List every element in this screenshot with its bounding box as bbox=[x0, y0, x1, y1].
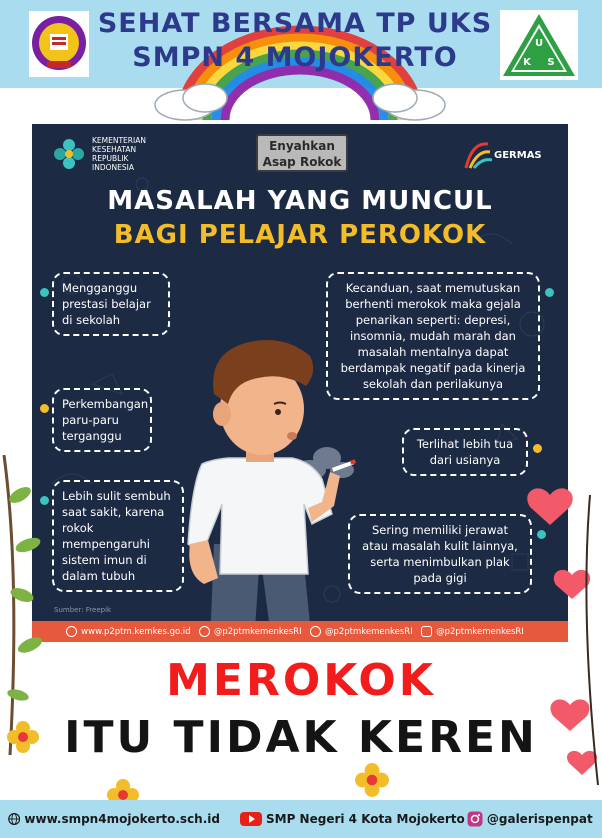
bullet-dot bbox=[545, 288, 554, 297]
point-text: Mengganggu prestasi belajar di sekolah bbox=[62, 281, 151, 327]
website-link[interactable] bbox=[66, 626, 190, 637]
facebook-link-text: @p2ptmkemenkesRI bbox=[213, 626, 302, 637]
point-box-right-1 bbox=[326, 272, 540, 400]
uks-letter-u: U bbox=[534, 38, 544, 49]
school-crest-icon bbox=[28, 10, 90, 78]
youtube-channel-link[interactable] bbox=[240, 811, 467, 827]
instagram-icon bbox=[467, 811, 483, 827]
website-link-text: www.p2ptm.kemkes.go.id bbox=[81, 626, 191, 637]
point-box-left-1 bbox=[52, 272, 170, 336]
infographic-title-line1: MASALAH YANG MUNCUL bbox=[107, 186, 493, 216]
point-text: Perkembangan paru-paru terganggu bbox=[62, 397, 149, 443]
youtube-icon bbox=[240, 811, 262, 827]
point-box-right-3 bbox=[348, 514, 532, 594]
campaign-badge-line2: Asap Rokok bbox=[262, 155, 342, 169]
bullet-dot bbox=[533, 444, 542, 453]
uks-triangle-icon bbox=[500, 10, 578, 80]
point-text: Terlihat lebih tua dari usianya bbox=[416, 437, 514, 467]
leaf-branch-icon bbox=[0, 455, 70, 755]
header-title-line1: SEHAT BERSAMA TP UKS bbox=[97, 8, 493, 39]
youtube-channel-text: SMP Negeri 4 Kota Mojokerto bbox=[266, 812, 465, 826]
bullet-dot bbox=[40, 404, 49, 413]
header-title-line2: SMPN 4 MOJOKERTO bbox=[132, 42, 458, 73]
kemenkes-logo bbox=[52, 136, 162, 172]
point-box-left-2 bbox=[52, 388, 152, 452]
instagram-icon bbox=[421, 626, 432, 637]
kemenkes-logo-icon bbox=[52, 137, 86, 171]
germas-logo-icon bbox=[462, 138, 542, 172]
uks-letter-k: K bbox=[523, 57, 531, 68]
infographic-panel bbox=[32, 124, 568, 642]
instagram-link-text: @p2ptmkemenkesRI bbox=[436, 626, 524, 637]
slogan-line2: ITU TIDAK KEREN bbox=[64, 712, 538, 763]
point-text: Sering memiliki jerawat atau masalah kulit lainnya, serta menimbulkan plak pada gigi bbox=[362, 523, 518, 585]
point-box-right-2 bbox=[402, 428, 528, 476]
infographic-title-line2: BAGI PELAJAR PEROKOK bbox=[113, 220, 487, 250]
flower-icon bbox=[354, 762, 390, 798]
point-text: Lebih sulit sembuh saat sakit, karena rokok mempengaruhi sistem imun di dalam tubuh bbox=[62, 489, 171, 583]
twitter-icon bbox=[310, 626, 321, 637]
bullet-dot bbox=[40, 288, 49, 297]
globe-icon bbox=[8, 811, 20, 827]
school-website-text: www.smpn4mojokerto.sch.id bbox=[24, 812, 220, 826]
infographic-social-strip bbox=[32, 621, 568, 642]
image-source-label: Sumber: Freepik bbox=[54, 606, 112, 614]
facebook-link[interactable] bbox=[199, 626, 302, 637]
instagram-account-text: @galerispenpat bbox=[486, 812, 593, 826]
point-text: Kecanduan, saat memutuskan berhenti merokok maka gejala penarikan seperti: depresi, insomnia, mudah marah dan masalah mentalnya dapat berdampak negatif pada kinerja sekolah dan perilakunya bbox=[340, 281, 526, 391]
instagram-account-link[interactable] bbox=[467, 811, 594, 827]
instagram-link[interactable] bbox=[421, 626, 524, 637]
poster-header bbox=[0, 0, 602, 125]
slogan-line1: MEROKOK bbox=[166, 655, 436, 706]
page-footer bbox=[0, 800, 602, 838]
uks-letter-s: S bbox=[547, 57, 555, 68]
ministry-label: KEMENTERIAN KESEHATAN REPUBLIK INDONESIA bbox=[92, 136, 146, 172]
twitter-link[interactable] bbox=[310, 626, 413, 637]
germas-label: GERMAS bbox=[494, 150, 542, 161]
facebook-icon bbox=[199, 626, 210, 637]
campaign-badge-line1: Enyahkan bbox=[269, 139, 335, 153]
school-website-link[interactable] bbox=[8, 811, 220, 827]
campaign-badge bbox=[256, 134, 348, 172]
twitter-link-text: @p2ptmkemenkesRI bbox=[324, 626, 413, 637]
